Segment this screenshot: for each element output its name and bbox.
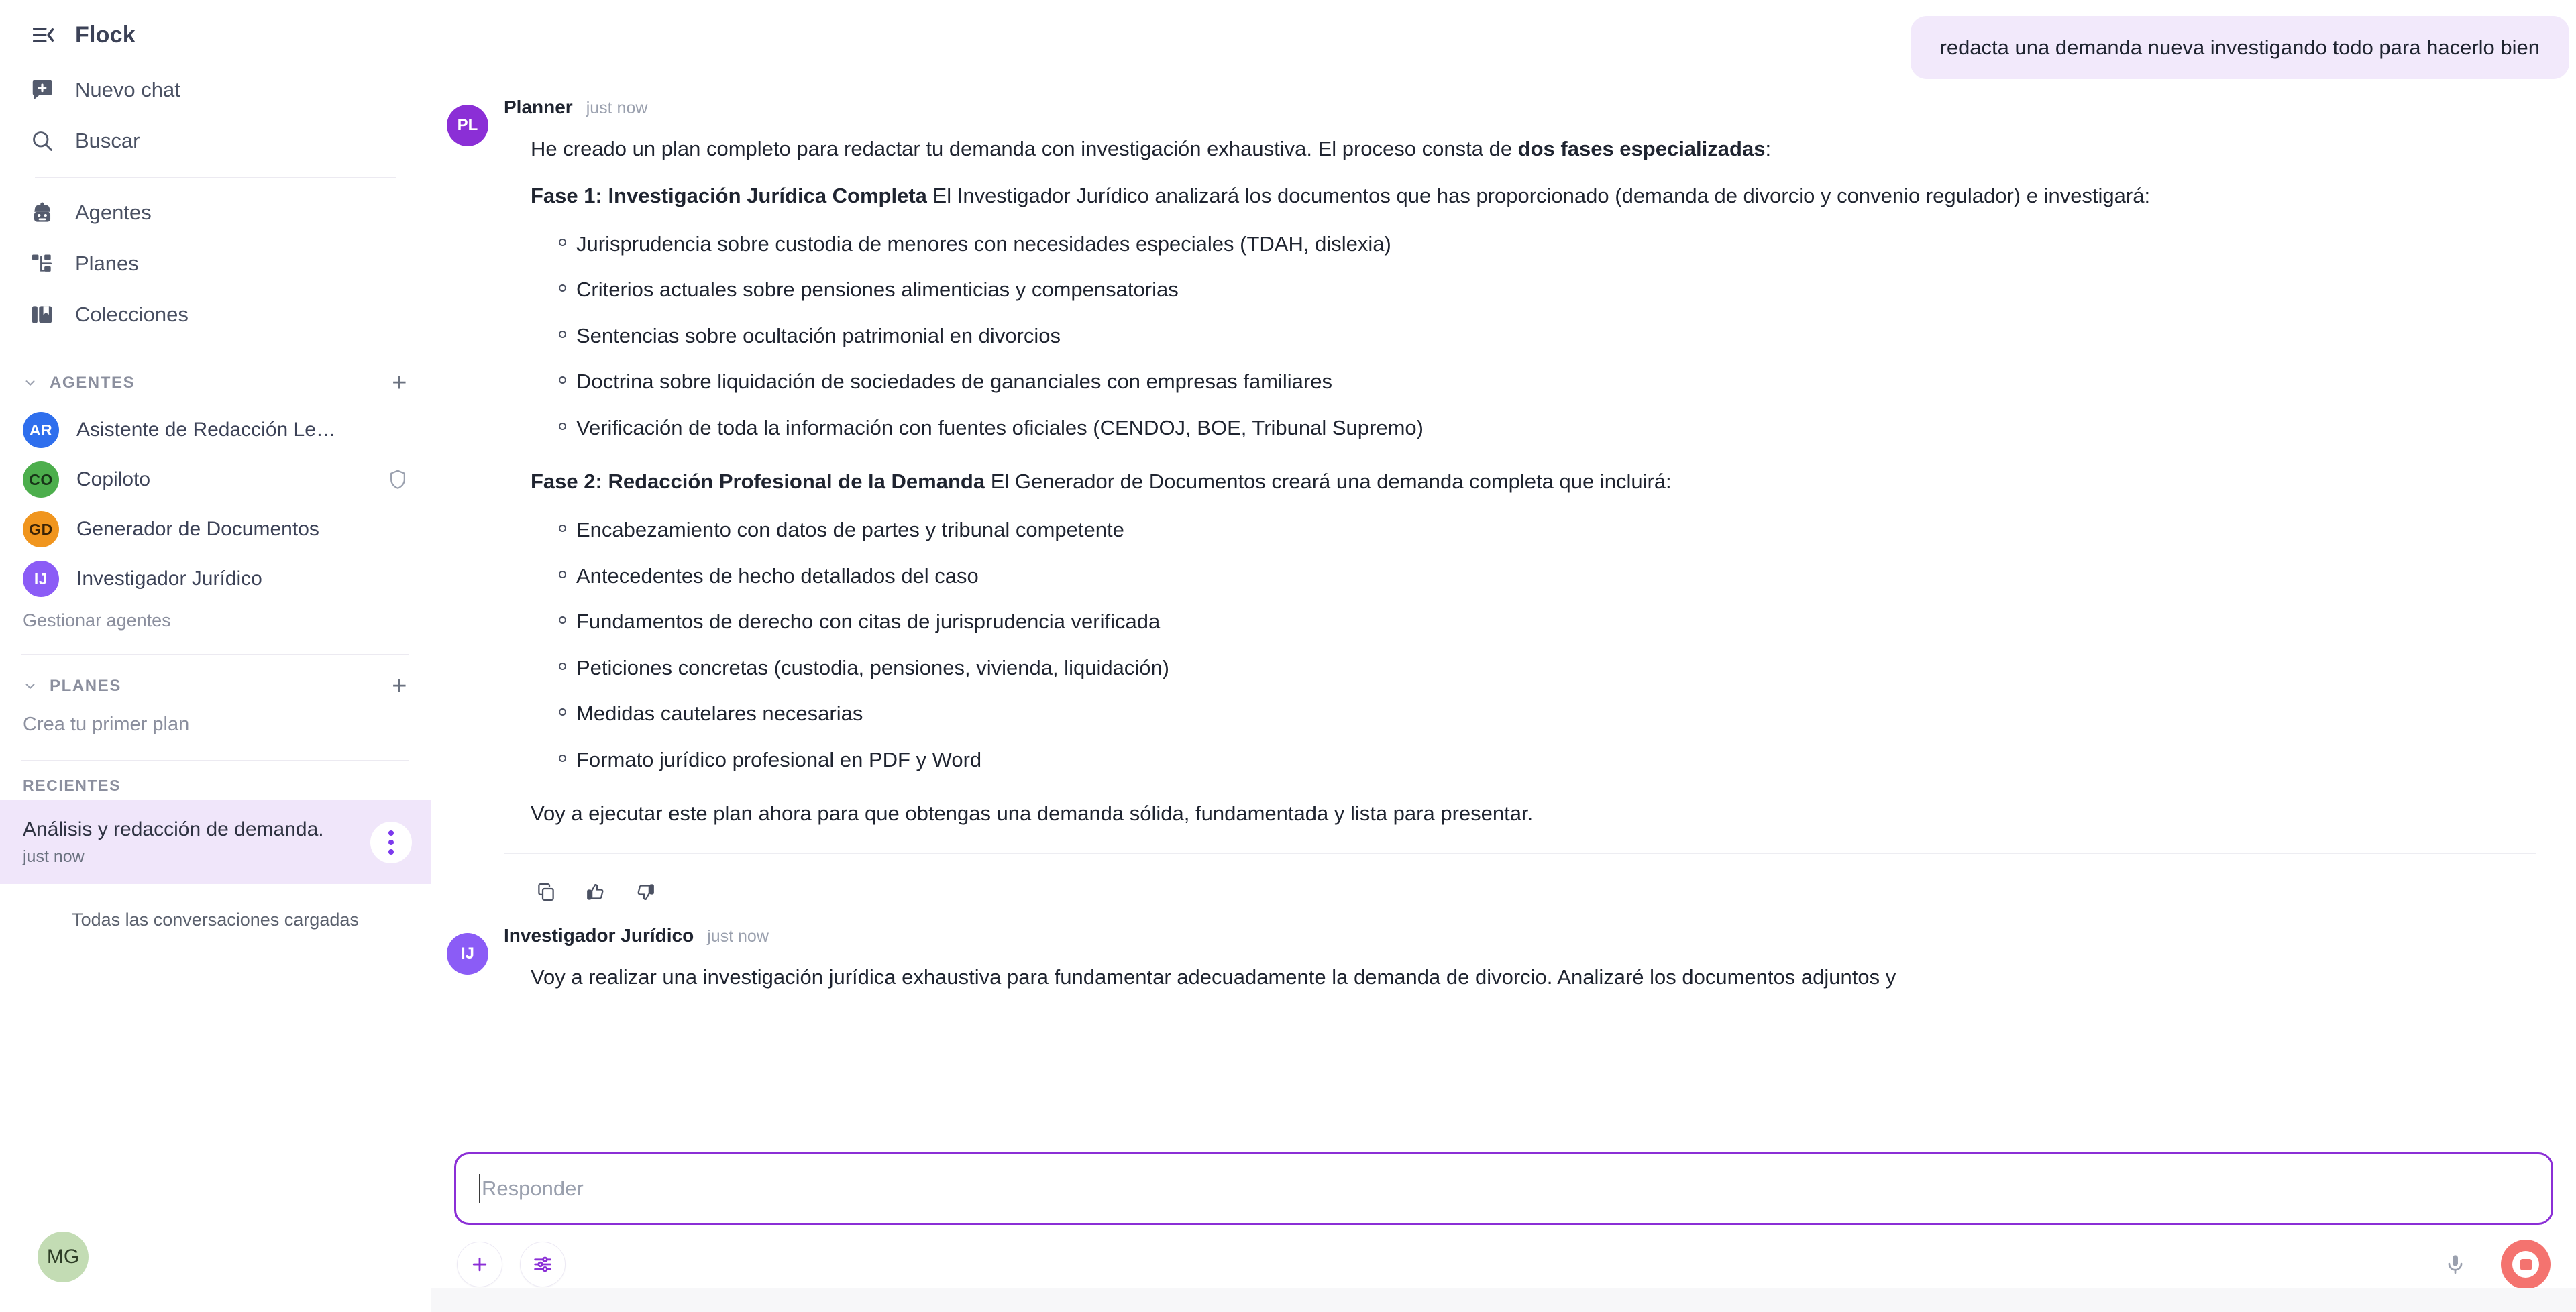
composer bbox=[431, 1138, 2576, 1312]
avatar: AR bbox=[23, 412, 59, 448]
stop-recording-button[interactable] bbox=[2501, 1240, 2551, 1289]
agent-label: Asistente de Redacción Le… bbox=[76, 419, 336, 441]
manage-agents-link[interactable]: Gestionar agentes bbox=[23, 610, 171, 631]
agents-section-header[interactable] bbox=[0, 361, 431, 405]
sidebar-divider-3 bbox=[21, 654, 409, 655]
text-caret bbox=[479, 1174, 480, 1203]
app-title: Flock bbox=[75, 21, 136, 48]
shield-icon bbox=[388, 469, 408, 490]
list-item: Sentencias sobre ocultación patrimonial en divorcios bbox=[576, 313, 2536, 360]
intro-post: : bbox=[1765, 136, 1772, 160]
collapse-sidebar-icon[interactable] bbox=[28, 20, 58, 50]
list-item: Criterios actuales sobre pensiones alimenticias y compensatorias bbox=[576, 267, 2536, 313]
list-item: Peticiones concretas (custodia, pensiones, vivienda, liquidación) bbox=[576, 645, 2536, 692]
plans-section-title: PLANES bbox=[50, 677, 121, 695]
all-conversations-loaded-text: Todas las conversaciones cargadas bbox=[72, 910, 359, 930]
sidebar-item-planes[interactable] bbox=[13, 238, 417, 289]
thumbs-up-icon[interactable] bbox=[580, 877, 611, 908]
avatar: GD bbox=[23, 511, 59, 547]
message-body bbox=[504, 97, 2576, 908]
list-item: Encabezamiento con datos de partes y tribunal competente bbox=[576, 507, 2536, 553]
copy-icon[interactable] bbox=[531, 877, 561, 908]
main-panel bbox=[431, 0, 2576, 1312]
phase-1-title: Fase 1: Investigación Jurídica Completa bbox=[531, 183, 927, 207]
agent-item-generador-documentos[interactable] bbox=[0, 504, 431, 554]
message-actions bbox=[504, 853, 2536, 908]
list-item: Doctrina sobre liquidación de sociedades de gananciales con empresas familiares bbox=[576, 359, 2536, 405]
sidebar-item-colecciones[interactable] bbox=[13, 289, 417, 340]
agents-section-title: AGENTES bbox=[50, 374, 136, 392]
sidebar-divider bbox=[35, 177, 396, 178]
recent-conversation-title: Análisis y redacción de demanda. bbox=[23, 818, 324, 840]
plans-empty-text[interactable]: Crea tu primer plan bbox=[23, 714, 190, 735]
list-item: Verificación de toda la información con fuentes oficiales (CENDOJ, BOE, Tribunal Supremo) bbox=[576, 405, 2536, 451]
phase-2-text: El Generador de Documentos creará una demanda completa que incluirá: bbox=[985, 470, 1672, 494]
list-item: Formato jurídico profesional en PDF y Word bbox=[576, 737, 2536, 783]
sidebar-item-buscar[interactable] bbox=[13, 115, 417, 166]
agent-item-asistente-redaccion[interactable] bbox=[0, 405, 431, 455]
phase-1-list bbox=[504, 221, 2536, 451]
sidebar-nav bbox=[0, 64, 431, 340]
avatar: PL bbox=[447, 105, 488, 146]
agent-item-copiloto[interactable] bbox=[0, 455, 431, 504]
plans-section-header[interactable] bbox=[0, 664, 431, 708]
investigador-paragraph: Voy a realizar una investigación jurídica exhaustiva para fundamentar adecuadamente la demanda de divorcio. Analizaré los documentos adjuntos y bbox=[531, 965, 1896, 989]
avatar: CO bbox=[23, 461, 59, 498]
composer-right-tools bbox=[2436, 1240, 2551, 1289]
search-icon bbox=[28, 127, 56, 155]
phase-2-list bbox=[504, 507, 2536, 783]
thumbs-down-icon[interactable] bbox=[630, 877, 661, 908]
add-plan-button[interactable]: + bbox=[392, 672, 408, 700]
more-vertical-icon bbox=[388, 830, 394, 855]
phase-1-paragraph bbox=[504, 180, 2536, 212]
add-agent-button[interactable]: + bbox=[392, 369, 408, 397]
user-avatar[interactable]: MG bbox=[38, 1232, 89, 1282]
sidebar-item-label: Agentes bbox=[75, 201, 152, 224]
recents-section-title: RECIENTES bbox=[23, 777, 121, 794]
intro-bold: dos fases especializadas bbox=[1517, 136, 1766, 160]
robot-icon bbox=[28, 199, 56, 227]
message-avatar-column bbox=[431, 97, 504, 908]
agent-label: Investigador Jurídico bbox=[76, 567, 262, 590]
sidebar-item-label: Buscar bbox=[75, 129, 140, 152]
reply-input-placeholder: Responder bbox=[482, 1177, 584, 1200]
sidebar-item-label: Nuevo chat bbox=[75, 78, 180, 101]
recent-conversation-item[interactable] bbox=[0, 800, 431, 884]
recent-conversation-time: just now bbox=[23, 847, 85, 866]
planner-closing-paragraph: Voy a ejecutar este plan ahora para que obtengas una demanda sólida, fundamentada y lista para presentar. bbox=[531, 802, 1534, 826]
message-time: just now bbox=[586, 98, 648, 117]
composer-toolbar bbox=[454, 1225, 2553, 1289]
message-header bbox=[504, 97, 2536, 118]
new-chat-icon bbox=[28, 76, 56, 104]
phase-2-paragraph bbox=[504, 466, 2536, 498]
message-author: Planner bbox=[504, 96, 573, 117]
message-author: Investigador Jurídico bbox=[504, 924, 694, 946]
chevron-down-icon bbox=[23, 679, 38, 694]
list-item: Antecedentes de hecho detallados del caso bbox=[576, 553, 2536, 600]
chevron-down-icon bbox=[23, 376, 38, 390]
conversation-menu-button[interactable] bbox=[370, 822, 412, 863]
message-time: just now bbox=[707, 926, 769, 946]
planner-intro-paragraph bbox=[504, 133, 2536, 165]
avatar: IJ bbox=[23, 561, 59, 597]
composer-input-box[interactable] bbox=[454, 1152, 2553, 1225]
sidebar-item-agentes[interactable] bbox=[13, 187, 417, 238]
sidebar-item-label: Planes bbox=[75, 252, 139, 275]
agent-label: Copiloto bbox=[76, 468, 151, 490]
intro-pre: He creado un plan completo para redactar tu demanda con investigación exhaustiva. El proceso consta de bbox=[531, 136, 1518, 160]
message-body bbox=[504, 925, 2576, 993]
message-header bbox=[504, 925, 2536, 946]
sidebar-item-label: Colecciones bbox=[75, 303, 189, 326]
list-item: Jurisprudencia sobre custodia de menores con necesidades especiales (TDAH, dislexia) bbox=[576, 221, 2536, 268]
sidebar-item-nuevo-chat[interactable] bbox=[13, 64, 417, 115]
bottom-strip bbox=[431, 1288, 2576, 1312]
stop-icon bbox=[2512, 1251, 2539, 1278]
message-planner bbox=[431, 79, 2576, 908]
user-message-bubble: redacta una demanda nueva investigando todo para hacerlo bien bbox=[1911, 16, 2570, 79]
settings-sliders-button[interactable] bbox=[520, 1242, 566, 1287]
sidebar-footer bbox=[0, 1232, 431, 1312]
phase-2-title: Fase 2: Redacción Profesional de la Demanda bbox=[531, 470, 985, 494]
phase-1-text: El Investigador Jurídico analizará los documentos que has proporcionado (demanda de divorcio y convenio regulador) e investigará: bbox=[926, 183, 2151, 207]
agent-item-investigador-juridico[interactable] bbox=[0, 554, 431, 604]
avatar: IJ bbox=[447, 933, 488, 975]
message-avatar-column bbox=[431, 925, 504, 993]
sidebar-divider-4 bbox=[21, 760, 409, 761]
collections-icon bbox=[28, 300, 56, 329]
list-item: Medidas cautelares necesarias bbox=[576, 691, 2536, 737]
user-message-row bbox=[431, 0, 2576, 79]
list-item: Fundamentos de derecho con citas de jurisprudencia verificada bbox=[576, 599, 2536, 645]
message-investigador-juridico bbox=[431, 908, 2576, 993]
sidebar bbox=[0, 0, 431, 1312]
sidebar-brand bbox=[0, 0, 431, 64]
attach-button[interactable] bbox=[457, 1242, 502, 1287]
mic-icon[interactable] bbox=[2436, 1246, 2474, 1283]
agent-label: Generador de Documentos bbox=[76, 518, 319, 540]
plan-tree-icon bbox=[28, 250, 56, 278]
chat-scroll-area[interactable] bbox=[431, 0, 2576, 1312]
